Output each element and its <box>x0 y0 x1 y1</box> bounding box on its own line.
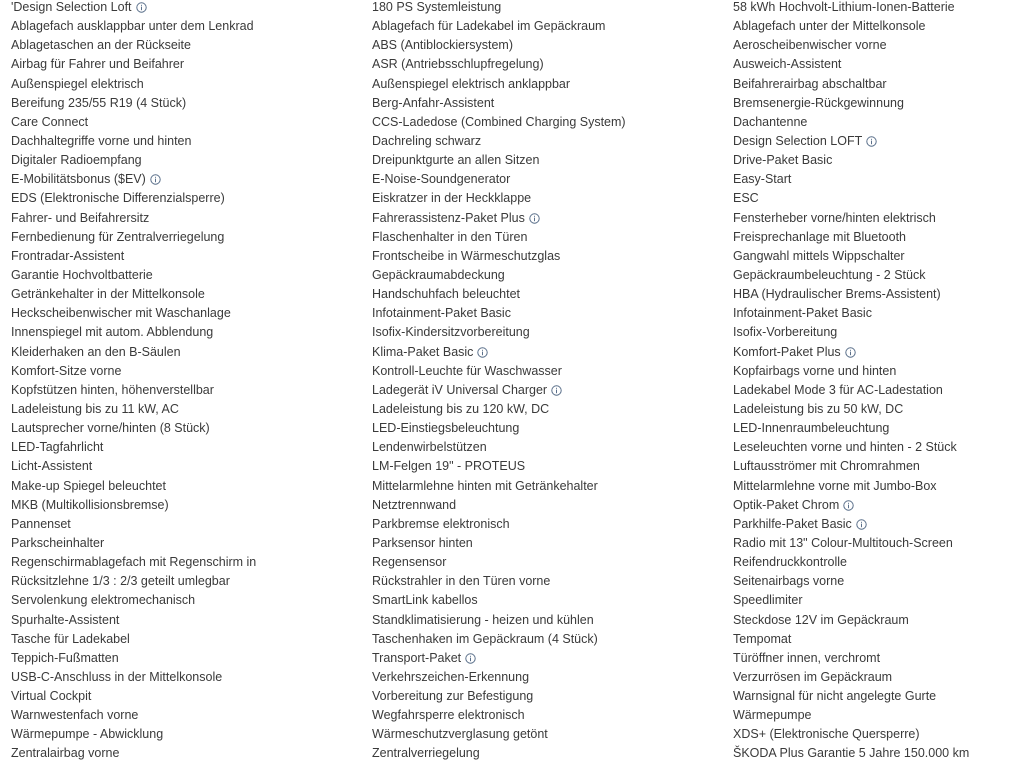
feature-label: USB-C-Anschluss in der Mittelkonsole <box>11 669 223 684</box>
feature-item-airbag-fuer-fahrer-und-beifahrer <box>11 55 351 74</box>
feature-item-freisprechanlage-mit-bluetooth <box>733 228 1024 247</box>
info-icon[interactable] <box>866 136 877 147</box>
feature-item-frontscheibe-in-waermeschutzglas <box>372 247 712 266</box>
feature-label: Parkscheinhalter <box>11 535 105 550</box>
feature-label: Easy-Start <box>733 172 792 187</box>
feature-item-garantie-hochvoltbatterie <box>11 266 351 285</box>
feature-label: Berg-Anfahr-Assistent <box>372 95 495 110</box>
info-icon[interactable] <box>551 385 562 396</box>
feature-item-isofix-vorbereitung <box>733 323 1024 342</box>
feature-item-tueroeffner-innen-verchromt <box>733 649 1024 668</box>
feature-item-gangwahl-mittels-wippschalter <box>733 247 1024 266</box>
features-column-1 <box>11 0 351 764</box>
feature-label: Wärmeschutzverglasung getönt <box>372 727 548 742</box>
feature-label: Fahrer- und Beifahrersitz <box>11 210 150 225</box>
info-icon[interactable] <box>136 2 147 13</box>
feature-item-teppich-fussmatten <box>11 649 351 668</box>
feature-item-zentralverriegelung <box>372 744 712 763</box>
feature-label: Mittelarmlehne vorne mit Jumbo-Box <box>733 478 937 493</box>
info-icon[interactable] <box>843 500 854 511</box>
feature-item-mittelarmlehne-hinten-mit-getraenkehalter <box>372 477 712 496</box>
feature-item-spurhalte-assistent <box>11 611 351 630</box>
feature-label: Lendenwirbelstützen <box>372 440 487 455</box>
feature-item-taschenhaken-im-gepaeckraum-4-stueck <box>372 630 712 649</box>
feature-item-bremsenergie-rueckgewinnung <box>733 94 1024 113</box>
feature-label: Wegfahrsperre elektronisch <box>372 708 525 723</box>
feature-item-led-einstiegsbeleuchtung <box>372 419 712 438</box>
info-icon[interactable] <box>529 213 540 224</box>
feature-label: Ladeleistung bis zu 11 kW, AC <box>11 401 179 416</box>
feature-item-eiskratzer-in-der-heckklappe <box>372 189 712 208</box>
feature-item-ruecksitzlehne-1-3-2-3-geteilt-umlegbar <box>11 572 351 591</box>
feature-item-design-selection-loft <box>11 0 351 17</box>
feature-label: Ablagefach unter der Mittelkonsole <box>733 19 926 34</box>
feature-item-radio-mit-13-colour-multitouch-screen <box>733 534 1024 553</box>
feature-item-skoda-plus-garantie-5-jahre-150-000-km <box>733 744 1024 763</box>
feature-label: Dachhaltegriffe vorne und hinten <box>11 133 192 148</box>
feature-item-pannenset <box>11 515 351 534</box>
feature-label: Radio mit 13" Colour-Multitouch-Screen <box>733 535 953 550</box>
feature-label: LED-Innenraumbeleuchtung <box>733 421 890 436</box>
feature-item-getraenkehalter-in-der-mittelkonsole <box>11 285 351 304</box>
feature-label: Tasche für Ladekabel <box>11 631 130 646</box>
feature-item-kontroll-leuchte-fuer-waschwasser <box>372 362 712 381</box>
feature-label: Rücksitzlehne 1/3 : 2/3 geteilt umlegbar <box>11 574 230 589</box>
feature-label: Bereifung 235/55 R19 (4 Stück) <box>11 95 187 110</box>
feature-label: Verzurrösen im Gepäckraum <box>733 669 893 684</box>
feature-item-beifahrerairbag-abschaltbar <box>733 75 1024 94</box>
feature-item-reifendruckkontrolle <box>733 553 1024 572</box>
feature-label: Speedlimiter <box>733 593 803 608</box>
feature-label: Außenspiegel elektrisch anklappbar <box>372 76 571 91</box>
feature-item-58-kwh-hochvolt-lithium-ionen-batterie <box>733 0 1024 17</box>
feature-item-vorbereitung-zur-befestigung <box>372 687 712 706</box>
feature-label: Garantie Hochvoltbatterie <box>11 267 153 282</box>
feature-label: Parksensor hinten <box>372 535 473 550</box>
feature-item-xds-elektronische-quersperre <box>733 725 1024 744</box>
feature-item-ablagefach-fuer-ladekabel-im-gepaeckraum <box>372 17 712 36</box>
feature-item-aeroscheibenwischer-vorne <box>733 36 1024 55</box>
feature-label: Wärmepumpe <box>733 708 812 723</box>
feature-label: Frontradar-Assistent <box>11 248 125 263</box>
feature-label: LED-Einstiegsbeleuchtung <box>372 421 520 436</box>
feature-item-tasche-fuer-ladekabel <box>11 630 351 649</box>
feature-label: Drive-Paket Basic <box>733 153 833 168</box>
feature-item-luftausstroemer-mit-chromrahmen <box>733 457 1024 476</box>
feature-item-kopfstuetzen-hinten-hoehenverstellbar <box>11 381 351 400</box>
feature-item-fahrer-und-beifahrersitz <box>11 209 351 228</box>
feature-item-warnwestenfach-vorne <box>11 706 351 725</box>
feature-item-innenspiegel-mit-autom-abblendung <box>11 323 351 342</box>
feature-label: Ladeleistung bis zu 120 kW, DC <box>372 401 550 416</box>
feature-label: Isofix-Kindersitzvorbereitung <box>372 325 530 340</box>
feature-item-gepaeckraumbeleuchtung-2-stueck <box>733 266 1024 285</box>
feature-label: Getränkehalter in der Mittelkonsole <box>11 287 205 302</box>
feature-label: 58 kWh Hochvolt-Lithium-Ionen-Batterie <box>733 0 955 14</box>
feature-label: Gepäckraumabdeckung <box>372 267 505 282</box>
feature-item-drive-paket-basic <box>733 151 1024 170</box>
feature-item-verkehrszeichen-erkennung <box>372 668 712 687</box>
feature-label: Servolenkung elektromechanisch <box>11 593 196 608</box>
feature-label: Taschenhaken im Gepäckraum (4 Stück) <box>372 631 598 646</box>
feature-item-mittelarmlehne-vorne-mit-jumbo-box <box>733 477 1024 496</box>
feature-label: HBA (Hydraulischer Brems-Assistent) <box>733 287 941 302</box>
feature-item-lm-felgen-19-proteus <box>372 457 712 476</box>
feature-label: Kopfairbags vorne und hinten <box>733 363 897 378</box>
feature-item-aussenspiegel-elektrisch-anklappbar <box>372 75 712 94</box>
feature-item-fahrerassistenz-paket-plus <box>372 209 712 228</box>
feature-label: Optik-Paket Chrom <box>733 497 840 512</box>
feature-item-e-mobilitaetsbonus-ev <box>11 170 351 189</box>
feature-item-fensterheber-vorne-hinten-elektrisch <box>733 209 1024 228</box>
feature-item-ladeleistung-bis-zu-50-kw-dc <box>733 400 1024 419</box>
feature-item-komfort-paket-plus <box>733 343 1024 362</box>
feature-item-ablagetaschen-an-der-rueckseite <box>11 36 351 55</box>
feature-label: Airbag für Fahrer und Beifahrer <box>11 57 185 72</box>
feature-label: Parkbremse elektronisch <box>372 516 510 531</box>
feature-label: Fensterheber vorne/hinten elektrisch <box>733 210 936 225</box>
feature-label: Zentralverriegelung <box>372 746 480 761</box>
feature-item-lendenwirbelstuetzen <box>372 438 712 457</box>
feature-label: Spurhalte-Assistent <box>11 612 120 627</box>
feature-item-ladeleistung-bis-zu-11-kw-ac <box>11 400 351 419</box>
feature-label: Beifahrerairbag abschaltbar <box>733 76 887 91</box>
feature-item-dachhaltegriffe-vorne-und-hinten <box>11 132 351 151</box>
feature-item-wegfahrsperre-elektronisch <box>372 706 712 725</box>
feature-item-steckdose-12v-im-gepaeckraum <box>733 611 1024 630</box>
feature-label: Care Connect <box>11 114 89 129</box>
feature-label: Innenspiegel mit autom. Abblendung <box>11 325 214 340</box>
feature-label: Infotainment-Paket Basic <box>372 306 511 321</box>
feature-item-regensensor <box>372 553 712 572</box>
feature-item-care-connect <box>11 113 351 132</box>
feature-label: Regenschirmablagefach mit Regenschirm in <box>11 555 257 570</box>
info-icon[interactable] <box>150 174 161 185</box>
info-icon[interactable] <box>477 347 488 358</box>
feature-item-servolenkung-elektromechanisch <box>11 591 351 610</box>
feature-label: Tempomat <box>733 631 792 646</box>
feature-item-bereifung-235-55-r19-4-stueck <box>11 94 351 113</box>
feature-item-tempomat <box>733 630 1024 649</box>
feature-label: Parkhilfe-Paket Basic <box>733 516 852 531</box>
feature-item-parksensor-hinten <box>372 534 712 553</box>
feature-label: Seitenairbags vorne <box>733 574 845 589</box>
feature-label: Reifendruckkontrolle <box>733 555 847 570</box>
feature-label: Handschuhfach beleuchtet <box>372 287 521 302</box>
feature-item-led-innenraumbeleuchtung <box>733 419 1024 438</box>
feature-label: Kopfstützen hinten, höhenverstellbar <box>11 382 214 397</box>
feature-item-frontradar-assistent <box>11 247 351 266</box>
feature-item-kleiderhaken-an-den-b-saeulen <box>11 343 351 362</box>
feature-label: Dachantenne <box>733 114 808 129</box>
feature-label: Dachreling schwarz <box>372 133 482 148</box>
feature-label: ESC <box>733 191 759 206</box>
feature-item-parkhilfe-paket-basic <box>733 515 1024 534</box>
feature-item-regenschirmablagefach-mit-regenschirm-in <box>11 553 351 572</box>
feature-item-warnsignal-fuer-nicht-angelegte-gurte <box>733 687 1024 706</box>
feature-label: Dreipunktgurte an allen Sitzen <box>372 153 540 168</box>
feature-item-ladeleistung-bis-zu-120-kw-dc <box>372 400 712 419</box>
feature-item-rueckstrahler-in-den-tueren-vorne <box>372 572 712 591</box>
feature-item-waermepumpe-abwicklung <box>11 725 351 744</box>
feature-label: Kleiderhaken an den B-Säulen <box>11 344 181 359</box>
feature-item-esc <box>733 189 1024 208</box>
feature-label: Fahrerassistenz-Paket Plus <box>372 210 525 225</box>
feature-item-easy-start <box>733 170 1024 189</box>
feature-item-leseleuchten-vorne-und-hinten-2-stueck <box>733 438 1024 457</box>
feature-item-ausweich-assistent <box>733 55 1024 74</box>
feature-label: Komfort-Paket Plus <box>733 344 841 359</box>
feature-item-isofix-kindersitzvorbereitung <box>372 323 712 342</box>
feature-label: Außenspiegel elektrisch <box>11 76 144 91</box>
feature-label: Make-up Spiegel beleuchtet <box>11 478 166 493</box>
feature-label: Mittelarmlehne hinten mit Getränkehalter <box>372 478 598 493</box>
feature-label: 180 PS Systemleistung <box>372 0 502 14</box>
feature-item-make-up-spiegel-beleuchtet <box>11 477 351 496</box>
feature-label: Ausweich-Assistent <box>733 57 842 72</box>
feature-label: SmartLink kabellos <box>372 593 478 608</box>
feature-label: Heckscheibenwischer mit Waschanlage <box>11 306 231 321</box>
feature-item-dreipunktgurte-an-allen-sitzen <box>372 151 712 170</box>
feature-label: Infotainment-Paket Basic <box>733 306 872 321</box>
feature-item-parkscheinhalter <box>11 534 351 553</box>
feature-label: Warnwestenfach vorne <box>11 708 139 723</box>
feature-label: ŠKODA Plus Garantie 5 Jahre 150.000 km <box>733 746 970 761</box>
feature-label: EDS (Elektronische Differenzialsperre) <box>11 191 225 206</box>
feature-label: Ablagetaschen an der Rückseite <box>11 38 191 53</box>
feature-item-asr-antriebsschlupfregelung <box>372 55 712 74</box>
feature-item-heckscheibenwischer-mit-waschanlage <box>11 304 351 323</box>
feature-label: Aeroscheibenwischer vorne <box>733 38 887 53</box>
feature-label: Teppich-Fußmatten <box>11 650 119 665</box>
feature-item-infotainment-paket-basic <box>733 304 1024 323</box>
feature-item-ladekabel-mode-3-fuer-ac-ladestation <box>733 381 1024 400</box>
feature-label: Vorbereitung zur Befestigung <box>372 689 534 704</box>
feature-label: Transport-Paket <box>372 650 462 665</box>
feature-item-seitenairbags-vorne <box>733 572 1024 591</box>
feature-item-usb-c-anschluss-in-der-mittelkonsole <box>11 668 351 687</box>
feature-label: XDS+ (Elektronische Quersperre) <box>733 727 920 742</box>
feature-label: Ladeleistung bis zu 50 kW, DC <box>733 401 904 416</box>
feature-label: Klima-Paket Basic <box>372 344 474 359</box>
feature-item-kopfairbags-vorne-und-hinten <box>733 362 1024 381</box>
feature-label: Steckdose 12V im Gepäckraum <box>733 612 909 627</box>
feature-label: Komfort-Sitze vorne <box>11 363 122 378</box>
feature-item-mkb-multikollisionsbremse <box>11 496 351 515</box>
feature-item-klima-paket-basic <box>372 343 712 362</box>
feature-label: Isofix-Vorbereitung <box>733 325 838 340</box>
feature-label: Verkehrszeichen-Erkennung <box>372 669 530 684</box>
feature-label: Gepäckraumbeleuchtung - 2 Stück <box>733 267 926 282</box>
feature-item-transport-paket <box>372 649 712 668</box>
feature-label: E-Noise-Soundgenerator <box>372 172 511 187</box>
feature-label: Frontscheibe in Wärmeschutzglas <box>372 248 561 263</box>
feature-label: Digitaler Radioempfang <box>11 153 142 168</box>
feature-item-optik-paket-chrom <box>733 496 1024 515</box>
feature-item-ablagefach-ausklappbar-unter-dem-lenkrad <box>11 17 351 36</box>
feature-item-handschuhfach-beleuchtet <box>372 285 712 304</box>
feature-item-waermeschutzverglasung-getoent <box>372 725 712 744</box>
info-icon[interactable] <box>845 347 856 358</box>
feature-label: Ablagefach für Ladekabel im Gepäckraum <box>372 19 606 34</box>
feature-item-speedlimiter <box>733 591 1024 610</box>
feature-label: LM-Felgen 19" - PROTEUS <box>372 459 526 474</box>
feature-label: Flaschenhalter in den Türen <box>372 229 528 244</box>
feature-label: Ladegerät iV Universal Charger <box>372 382 548 397</box>
feature-label: Ablagefach ausklappbar unter dem Lenkrad <box>11 19 254 34</box>
feature-label: Luftausströmer mit Chromrahmen <box>733 459 920 474</box>
feature-item-dachantenne <box>733 113 1024 132</box>
feature-label: Ladekabel Mode 3 für AC-Ladestation <box>733 382 943 397</box>
feature-label: Netztrennwand <box>372 497 457 512</box>
features-column-2 <box>372 0 712 764</box>
feature-item-ladegeraet-iv-universal-charger <box>372 381 712 400</box>
feature-item-e-noise-soundgenerator <box>372 170 712 189</box>
info-icon[interactable] <box>465 653 476 664</box>
feature-label: Gangwahl mittels Wippschalter <box>733 248 905 263</box>
feature-label: Rückstrahler in den Türen vorne <box>372 574 551 589</box>
feature-item-smartlink-kabellos <box>372 591 712 610</box>
feature-item-standklimatisierung-heizen-und-kuehlen <box>372 611 712 630</box>
feature-item-gepaeckraumabdeckung <box>372 266 712 285</box>
feature-item-komfort-sitze-vorne <box>11 362 351 381</box>
feature-item-abs-antiblockiersystem <box>372 36 712 55</box>
feature-item-fernbedienung-fuer-zentralverriegelung <box>11 228 351 247</box>
feature-label: Lautsprecher vorne/hinten (8 Stück) <box>11 421 210 436</box>
feature-label: 'Design Selection Loft <box>11 0 132 14</box>
feature-item-zentralairbag-vorne <box>11 744 351 763</box>
feature-item-waermepumpe <box>733 706 1024 725</box>
feature-label: Leseleuchten vorne und hinten - 2 Stück <box>733 440 957 455</box>
feature-item-netztrennwand <box>372 496 712 515</box>
feature-item-flaschenhalter-in-den-tueren <box>372 228 712 247</box>
feature-item-ccs-ladedose-combined-charging-system <box>372 113 712 132</box>
feature-item-verzurroesen-im-gepaeckraum <box>733 668 1024 687</box>
feature-item-lautsprecher-vorne-hinten-8-stueck <box>11 419 351 438</box>
feature-item-infotainment-paket-basic <box>372 304 712 323</box>
feature-item-aussenspiegel-elektrisch <box>11 75 351 94</box>
feature-item-hba-hydraulischer-brems-assistent <box>733 285 1024 304</box>
feature-label: Standklimatisierung - heizen und kühlen <box>372 612 594 627</box>
feature-label: Regensensor <box>372 555 447 570</box>
feature-label: ABS (Antiblockiersystem) <box>372 38 514 53</box>
feature-label: Eiskratzer in der Heckklappe <box>372 191 532 206</box>
feature-label: ASR (Antriebsschlupfregelung) <box>372 57 544 72</box>
feature-item-parkbremse-elektronisch <box>372 515 712 534</box>
feature-label: Licht-Assistent <box>11 459 93 474</box>
feature-item-180-ps-systemleistung <box>372 0 712 17</box>
feature-label: CCS-Ladedose (Combined Charging System) <box>372 114 626 129</box>
feature-label: Türöffner innen, verchromt <box>733 650 881 665</box>
feature-item-digitaler-radioempfang <box>11 151 351 170</box>
features-column-3 <box>733 0 1024 764</box>
feature-label: Fernbedienung für Zentralverriegelung <box>11 229 225 244</box>
feature-item-licht-assistent <box>11 457 351 476</box>
feature-item-berg-anfahr-assistent <box>372 94 712 113</box>
feature-item-virtual-cockpit <box>11 687 351 706</box>
feature-label: Warnsignal für nicht angelegte Gurte <box>733 689 937 704</box>
feature-item-eds-elektronische-differenzialsperre <box>11 189 351 208</box>
feature-label: Freisprechanlage mit Bluetooth <box>733 229 907 244</box>
feature-item-ablagefach-unter-der-mittelkonsole <box>733 17 1024 36</box>
feature-label: LED-Tagfahrlicht <box>11 440 104 455</box>
feature-label: Bremsenergie-Rückgewinnung <box>733 95 904 110</box>
feature-label: Kontroll-Leuchte für Waschwasser <box>372 363 562 378</box>
feature-item-dachreling-schwarz <box>372 132 712 151</box>
feature-label: Wärmepumpe - Abwicklung <box>11 727 164 742</box>
feature-label: Design Selection LOFT <box>733 133 863 148</box>
feature-item-design-selection-loft <box>733 132 1024 151</box>
feature-label: E-Mobilitätsbonus ($EV) <box>11 172 146 187</box>
feature-label: Zentralairbag vorne <box>11 746 120 761</box>
feature-label: Virtual Cockpit <box>11 689 92 704</box>
info-icon[interactable] <box>856 519 867 530</box>
feature-item-led-tagfahrlicht <box>11 438 351 457</box>
feature-label: MKB (Multikollisionsbremse) <box>11 497 169 512</box>
feature-label: Pannenset <box>11 516 71 531</box>
